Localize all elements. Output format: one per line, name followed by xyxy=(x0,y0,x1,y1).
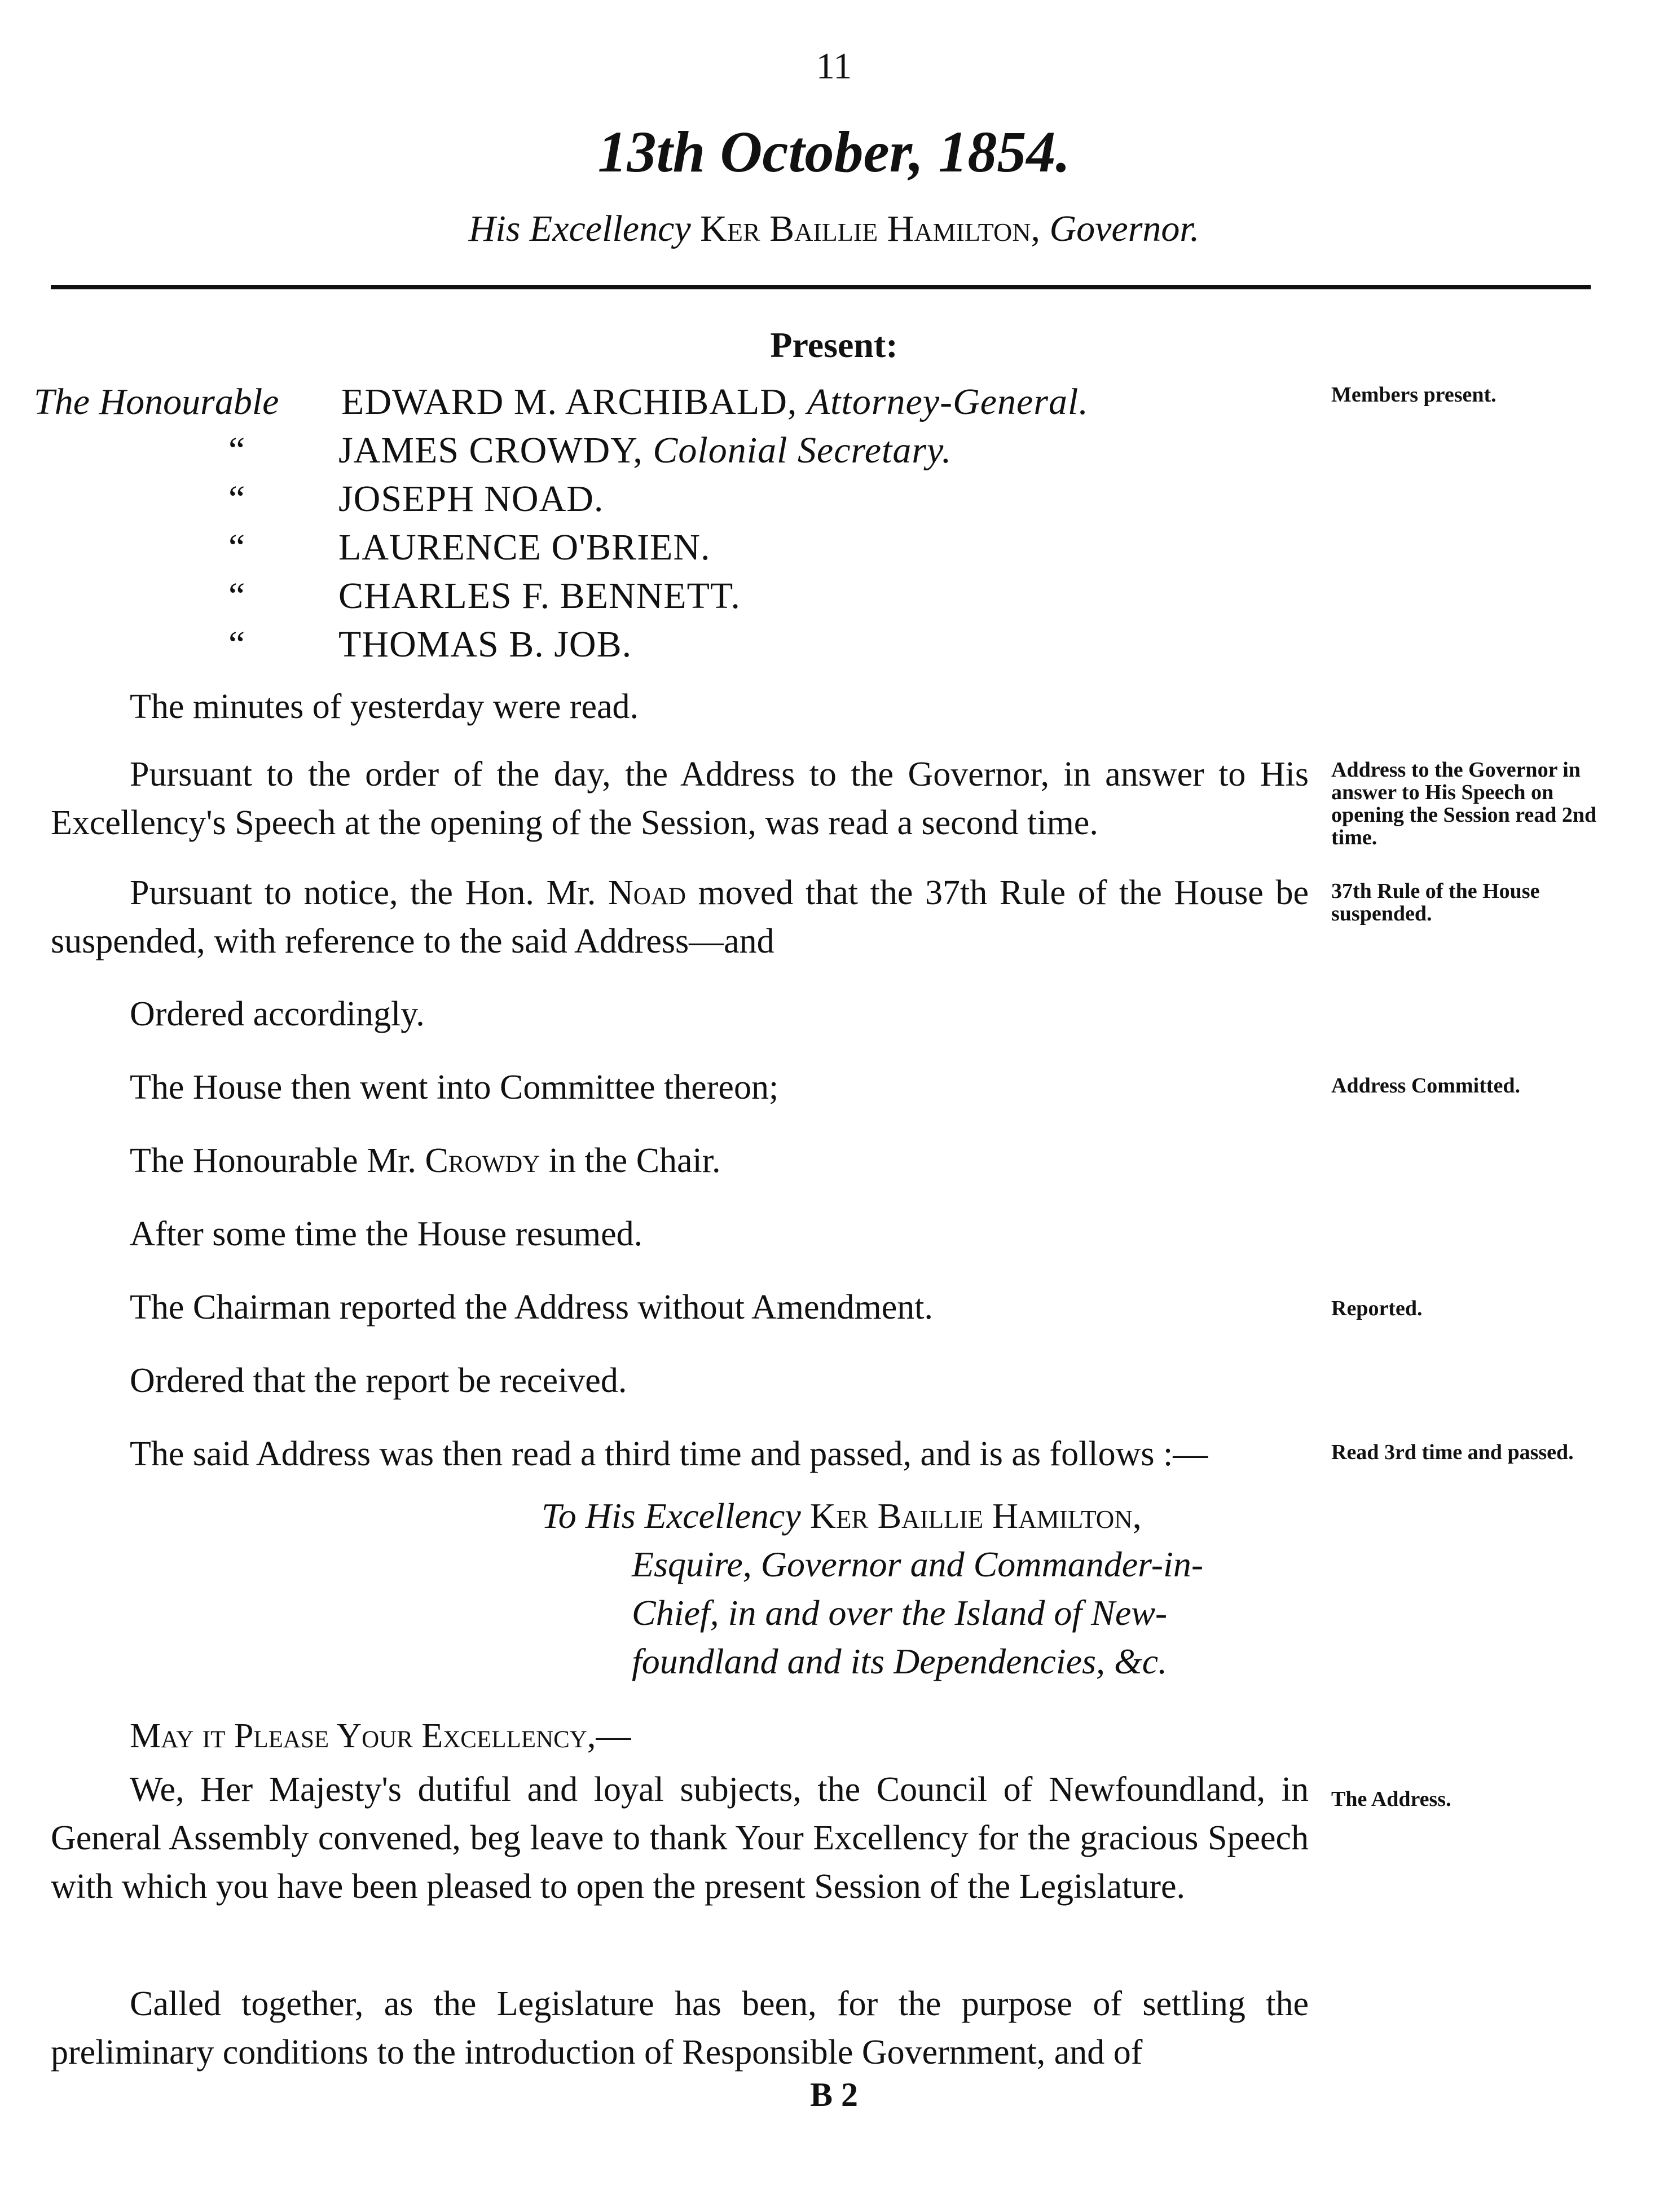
margin-note-rule-suspended: 37th Rule of the House suspended. xyxy=(1331,879,1540,926)
member-prefix: The Honourable xyxy=(34,381,279,422)
notice-text-a: Pursuant to notice, the Hon. Mr. xyxy=(130,874,609,912)
paragraph-resumed: After some time the House resumed. xyxy=(130,1215,643,1253)
notice-text-b: moved that the 37th Rule of the House be suspended, with reference to the said Address—and xyxy=(51,874,1309,960)
chair-text-a: The Honourable Mr. xyxy=(130,1142,425,1180)
ditto-mark: “ xyxy=(228,575,245,616)
signature-mark: B 2 xyxy=(809,2076,859,2113)
ditto-mark: “ xyxy=(228,478,245,519)
margin-note-members-present: Members present. xyxy=(1331,383,1497,407)
paragraph-we: We, Her Majesty's dutiful and loyal subjects, the Council of Newfoundland, in General Assembly convened, beg leave to thank Your Excellency for the gracious Speech with which you have been pleased to open the present Session of the Legislature. xyxy=(51,1770,1309,1906)
member-name-text: JAMES CROWDY, xyxy=(338,430,643,471)
margin-note-the-address: The Address. xyxy=(1331,1787,1451,1811)
paragraph-called: Called together, as the Legislature has been, for the purpose of settling the preliminary conditions to the introduction of Responsible Government, and of xyxy=(51,1985,1309,2072)
member-title: Attorney-General. xyxy=(807,381,1089,422)
member-row xyxy=(34,620,1292,669)
chair-name: Crowdy xyxy=(425,1142,540,1180)
paragraph-minutes: The minutes of yesterday were read. xyxy=(130,688,639,726)
address-recipient xyxy=(542,1492,1309,1686)
paragraph-received: Ordered that the report be received. xyxy=(130,1361,627,1400)
chair-text-b: in the Chair. xyxy=(540,1142,721,1180)
address-line-3: Chief, in and over the Island of New- xyxy=(632,1593,1168,1633)
member-name-text: LAURENCE O'BRIEN. xyxy=(338,527,711,568)
member-name-text: EDWARD M. ARCHIBALD, xyxy=(341,381,798,422)
address-line-1 xyxy=(542,1492,1309,1540)
notice-name: Noad xyxy=(608,874,686,912)
member-name xyxy=(341,378,1089,426)
governor-name: Ker Baillie Hamilton, xyxy=(700,208,1040,249)
member-name xyxy=(338,426,952,475)
member-name-text: JOSEPH NOAD. xyxy=(338,478,604,519)
margin-note-reported: Reported. xyxy=(1331,1297,1423,1320)
address-to-name: Ker Baillie Hamilton, xyxy=(809,1496,1142,1536)
member-title: Colonial Secretary. xyxy=(653,430,952,471)
member-row xyxy=(34,378,1292,426)
margin-note-address-second: Address to the Governor in answer to His Speech on opening the Session read 2nd time. xyxy=(1331,758,1597,849)
margin-note-committed: Address Committed. xyxy=(1331,1074,1520,1098)
page-number: 11 xyxy=(816,46,852,87)
salutation: May it Please Your Excellency,— xyxy=(130,1717,631,1755)
address-line-4: foundland and its Dependencies, &c. xyxy=(632,1641,1168,1681)
ditto-mark: “ xyxy=(228,430,245,471)
present-heading: Present: xyxy=(770,325,898,365)
paragraph-chair xyxy=(51,1136,1309,1185)
governor-prefix: His Excellency xyxy=(468,208,691,249)
member-row xyxy=(34,572,1292,620)
governor-line xyxy=(0,208,1668,250)
member-name-text: THOMAS B. JOB. xyxy=(338,624,632,665)
member-row xyxy=(34,426,1292,475)
heading-divider xyxy=(51,285,1591,289)
address-to-prefix: To His Excellency xyxy=(542,1496,810,1536)
governor-suffix: Governor. xyxy=(1049,208,1200,249)
paragraph-third-reading: The said Address was then read a third time and passed, and is as follows :— xyxy=(130,1435,1208,1473)
paragraph-ordered: Ordered accordingly. xyxy=(130,995,425,1033)
paragraph-reported: The Chairman reported the Address without Amendment. xyxy=(130,1288,933,1327)
date-heading: 13th October, 1854. xyxy=(597,120,1071,184)
members-list xyxy=(34,378,1292,669)
ditto-mark: “ xyxy=(228,527,245,568)
member-name-text: CHARLES F. BENNETT. xyxy=(338,575,741,616)
member-row xyxy=(34,475,1292,523)
margin-note-read-third: Read 3rd time and passed. xyxy=(1331,1440,1574,1464)
address-line-2: Esquire, Governor and Commander-in- xyxy=(632,1544,1204,1584)
paragraph-address-second: Pursuant to the order of the day, the Address to the Governor, in answer to His Excellency's Speech at the opening of the Session, was read a second time. xyxy=(51,755,1309,842)
member-row xyxy=(34,523,1292,572)
ditto-mark: “ xyxy=(228,624,245,665)
paragraph-committee: The House then went into Committee thereon; xyxy=(130,1068,779,1107)
paragraph-notice xyxy=(51,869,1309,966)
